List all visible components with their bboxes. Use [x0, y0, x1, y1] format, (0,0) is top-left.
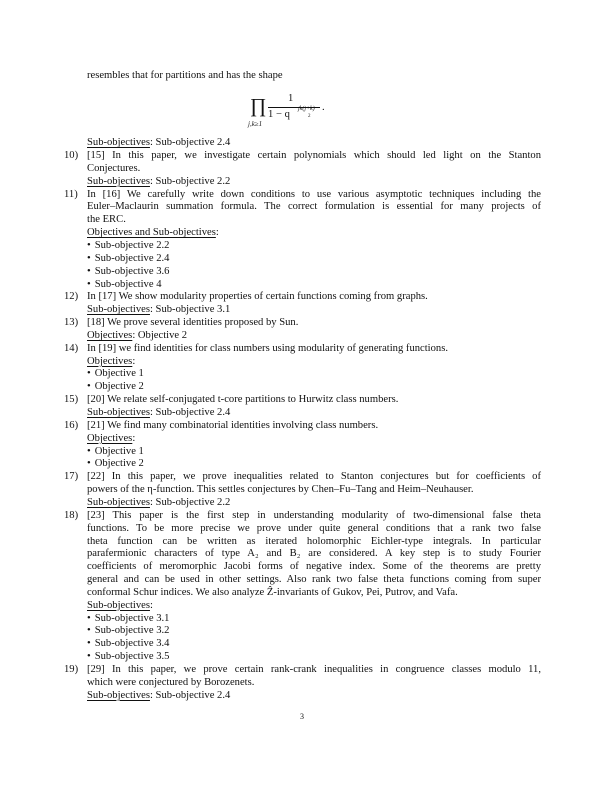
tag-value: : — [132, 355, 136, 367]
item-text-line: general and can be used in other settings. Also rank two false theta functions coming from super — [87, 574, 541, 586]
tag-label: Sub-objectives — [87, 175, 150, 187]
tag-value: : Sub-objective 2.4 — [149, 407, 231, 418]
item-tag — [87, 433, 135, 445]
item-text-line: coefficients of meromorphic Jacobi forms of negative index. Some of the theorems are pretty — [87, 561, 541, 573]
tag-value: : — [215, 227, 219, 239]
item-text-line: [22] In this paper, we prove inequalities related to Stanton conjectures but for coefficients of — [87, 471, 541, 483]
item-tag — [87, 497, 230, 509]
item-text-line: the ERC. — [87, 214, 126, 226]
bullet-item: • Sub-objective 3.5 — [87, 651, 169, 663]
tag-value: : — [149, 599, 153, 611]
tag-label: Sub-objectives — [87, 689, 150, 701]
bullet-item: • Objective 2 — [87, 458, 144, 470]
item-text-line: [15] In this paper, we investigate certain polynomials which should led light on the Stanton — [87, 150, 541, 161]
item-tag — [87, 600, 153, 612]
item-tag — [87, 176, 230, 188]
item-9-tag — [87, 137, 230, 149]
item-text-line: Euler–Maclaurin summation formula. The correct formulation is essential for many projects of — [87, 201, 541, 213]
item-number: 13) — [64, 317, 79, 329]
bullet-item: • Sub-objective 3.2 — [87, 625, 169, 637]
tag-value: : Sub-objective 2.4 — [149, 137, 231, 148]
tag-label: Sub-objectives — [87, 496, 150, 508]
tag-value: : Objective 2 — [132, 329, 188, 341]
item-number: 15) — [64, 394, 79, 406]
item-text-line: Conjectures. — [87, 162, 141, 174]
item-tag — [87, 356, 135, 368]
item-text-line: In [17] We show modularity properties of certain functions coming from graphs. — [87, 291, 428, 303]
exponent-denominator: 2 — [308, 114, 311, 119]
bullet-item: • Sub-objective 3.4 — [87, 638, 169, 650]
item-tag — [87, 407, 230, 419]
item-text-line: which were conjectured by Borozenets. — [87, 676, 255, 688]
product-subscript: j,k≥1 — [248, 120, 263, 128]
item-text-line: [21] We find many combinatorial identities involving class numbers. — [87, 419, 379, 431]
bullet-item: • Sub-objective 4 — [87, 279, 162, 291]
item-text-line: [18] We prove several identities proposed by Sun. — [87, 317, 299, 329]
tag-value: : Sub-objective 2.2 — [149, 496, 231, 508]
intro-text: resembles that for partitions and has the shape — [87, 70, 283, 81]
fraction-denominator: 1 − q — [268, 109, 290, 120]
bullet-item: • Sub-objective 2.2 — [87, 240, 169, 252]
bullet-item: • Sub-objective 3.1 — [87, 613, 169, 625]
tag-label: Objectives and Sub-objectives — [87, 227, 216, 239]
item-text-line: parafermionic characters of type A₂ and B₂ are considered. A key step is to study Fourier — [87, 548, 541, 560]
item-number: 10) — [64, 150, 79, 161]
item-number: 19) — [64, 664, 79, 675]
bullet-item: • Objective 1 — [87, 368, 144, 380]
tag-label: Objectives — [87, 432, 133, 444]
fraction-numerator: 1 — [288, 93, 294, 104]
tag-value: : Sub-objective 2.4 — [149, 689, 231, 701]
exponent-numerator: jk(j+k) — [298, 106, 315, 112]
tag-label: Sub-objectives — [87, 304, 150, 316]
item-tag — [87, 690, 230, 702]
item-number: 12) — [64, 291, 79, 303]
tag-value: : Sub-objective 3.1 — [149, 304, 231, 316]
formula-period: . — [322, 102, 325, 113]
product-formula — [250, 92, 370, 132]
bullet-item: • Sub-objective 3.6 — [87, 266, 169, 278]
item-number: 16) — [64, 419, 79, 431]
item-text-line: functions. To be more precise we prove under quite general conditions that a rank two false — [87, 522, 541, 534]
item-number: 18) — [64, 509, 79, 521]
tag-label: Sub-objectives — [87, 599, 150, 611]
tag-label: Objectives — [87, 355, 133, 367]
tag-value: : Sub-objective 2.2 — [149, 175, 231, 187]
tag-value: : — [132, 432, 136, 444]
item-text-line: theta function can be written as iterated holomorphic Eichler-type integrals. In particular — [87, 535, 541, 547]
item-number: 14) — [64, 342, 79, 354]
tag-label: Sub-objectives — [87, 407, 150, 418]
item-text-line: In [19] we find identities for class numbers using modularity of generating functions. — [87, 342, 448, 354]
item-text-line: [20] We relate self-conjugated t-core partitions to Hurwitz class numbers. — [87, 394, 399, 406]
tag-label: Sub-objectives — [87, 137, 150, 148]
item-number: 11) — [64, 188, 78, 200]
item-tag — [87, 330, 187, 342]
item-number: 17) — [64, 471, 79, 483]
item-text-line: [23] This paper is the first step in understanding modularity of two-dimensional false theta — [87, 509, 541, 521]
bullet-item: • Objective 2 — [87, 381, 144, 393]
item-text-line: powers of the η-function. This settles conjectures by Chen–Fu–Tang and Heim–Neuhauser. — [87, 484, 474, 496]
item-text-line: In [16] We carefully write down conditions to use various asymptotic techniques including the — [87, 188, 541, 200]
item-text-line: [29] In this paper, we prove certain rank-crank inequalities in congruence classes modulo 11, — [87, 664, 541, 675]
bullet-item: • Objective 1 — [87, 446, 144, 458]
item-tag — [87, 227, 219, 239]
tag-label: Objectives — [87, 329, 133, 341]
bullet-item: • Sub-objective 2.4 — [87, 253, 169, 265]
item-text-line: conformal Schur indices. We also analyze Ẑ-invariants of Gukov, Pei, Putrov, and Vafa. — [87, 586, 458, 598]
item-tag — [87, 304, 230, 316]
page-number: 3 — [300, 712, 304, 721]
product-symbol: ∏ — [250, 95, 267, 117]
